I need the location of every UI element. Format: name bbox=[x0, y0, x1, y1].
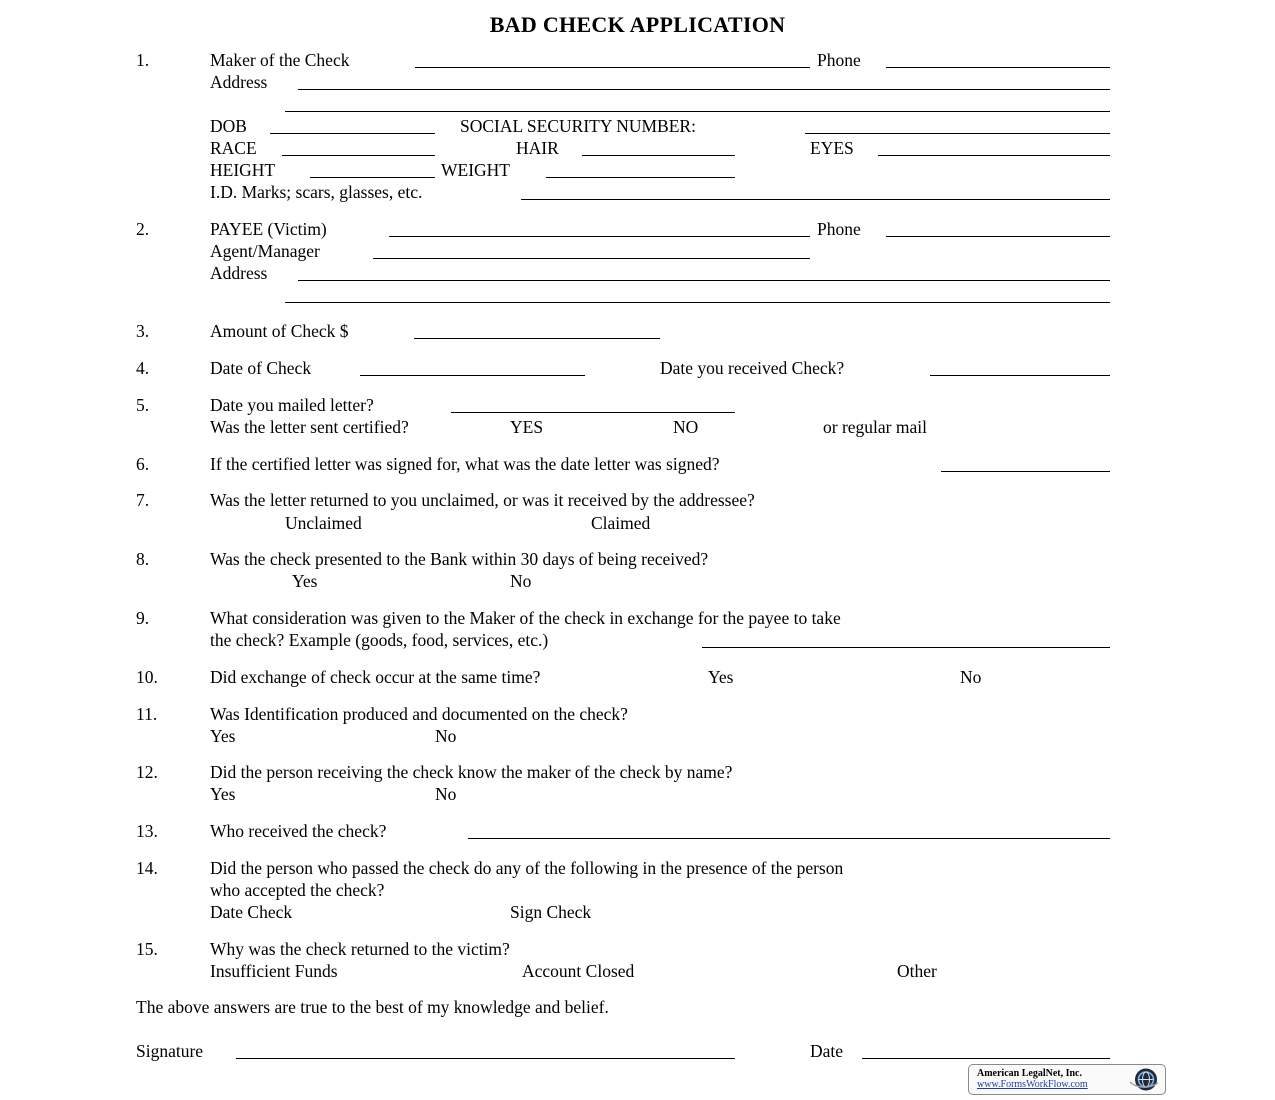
eyes-label: EYES bbox=[810, 138, 854, 158]
dob-field[interactable] bbox=[270, 133, 435, 134]
item-number-8: 8. bbox=[136, 549, 150, 569]
same-time-yes-option[interactable]: Yes bbox=[708, 667, 734, 687]
certified-yes-option[interactable]: YES bbox=[510, 417, 544, 437]
ssn-label: SOCIAL SECURITY NUMBER: bbox=[460, 116, 696, 136]
returned-reason-question: Why was the check returned to the victim? bbox=[210, 939, 510, 959]
height-label: HEIGHT bbox=[210, 160, 276, 180]
page-title: BAD CHECK APPLICATION bbox=[489, 12, 786, 37]
item-number-1: 1. bbox=[136, 50, 150, 70]
item-number-15: 15. bbox=[136, 939, 158, 959]
item-number-11: 11. bbox=[136, 704, 158, 724]
item-number-5: 5. bbox=[136, 395, 150, 415]
date-check-option[interactable]: Date Check bbox=[210, 902, 293, 922]
payee-field[interactable] bbox=[389, 236, 810, 237]
id-marks-label: I.D. Marks; scars, glasses, etc. bbox=[210, 182, 423, 202]
item-number-7: 7. bbox=[136, 490, 150, 510]
item-number-4: 4. bbox=[136, 358, 150, 378]
identification-yes-option[interactable]: Yes bbox=[210, 726, 236, 746]
race-label: RACE bbox=[210, 138, 257, 158]
date-of-check-field[interactable] bbox=[360, 375, 585, 376]
maker-field[interactable] bbox=[415, 67, 810, 68]
identification-no-option[interactable]: No bbox=[435, 726, 457, 746]
signature-label: Signature bbox=[136, 1041, 204, 1061]
know-maker-no-option[interactable]: No bbox=[435, 784, 457, 804]
item-number-14: 14. bbox=[136, 858, 158, 878]
regular-mail-option[interactable]: or regular mail bbox=[823, 417, 927, 437]
hair-label: HAIR bbox=[516, 138, 559, 158]
hair-field[interactable] bbox=[582, 155, 735, 156]
weight-label: WEIGHT bbox=[441, 160, 511, 180]
presence-question-line1: Did the person who passed the check do any of the following in the presence of the person bbox=[210, 858, 844, 878]
unclaimed-option[interactable]: Unclaimed bbox=[285, 513, 362, 533]
know-maker-yes-option[interactable]: Yes bbox=[210, 784, 236, 804]
certified-label: Was the letter sent certified? bbox=[210, 417, 409, 437]
amount-label: Amount of Check $ bbox=[210, 321, 349, 341]
agent-label: Agent/Manager bbox=[210, 241, 320, 261]
dob-label: DOB bbox=[210, 116, 247, 136]
maker-phone-field[interactable] bbox=[886, 67, 1110, 68]
maker-address-label: Address bbox=[210, 72, 268, 92]
american-legalnet-logo bbox=[968, 1064, 1166, 1095]
date-received-label: Date you received Check? bbox=[660, 358, 845, 378]
item-number-3: 3. bbox=[136, 321, 150, 341]
item-number-6: 6. bbox=[136, 454, 150, 474]
payee-phone-field[interactable] bbox=[886, 236, 1110, 237]
item-number-13: 13. bbox=[136, 821, 158, 841]
height-field[interactable] bbox=[310, 177, 435, 178]
who-received-field[interactable] bbox=[468, 838, 1110, 839]
payee-label: PAYEE (Victim) bbox=[210, 219, 327, 239]
logo-company-name: American LegalNet, Inc. bbox=[977, 1068, 1082, 1079]
maker-address-field-2[interactable] bbox=[285, 111, 1110, 112]
presented-no-option[interactable]: No bbox=[510, 571, 532, 591]
id-marks-field[interactable] bbox=[521, 199, 1110, 200]
claimed-option[interactable]: Claimed bbox=[591, 513, 651, 533]
date-of-check-label: Date of Check bbox=[210, 358, 312, 378]
ssn-field[interactable] bbox=[805, 133, 1110, 134]
date-mailed-label: Date you mailed letter? bbox=[210, 395, 374, 415]
date-received-field[interactable] bbox=[930, 375, 1110, 376]
maker-label: Maker of the Check bbox=[210, 50, 350, 70]
insufficient-funds-option[interactable]: Insufficient Funds bbox=[210, 961, 338, 981]
maker-phone-label: Phone bbox=[817, 50, 861, 70]
sign-check-option[interactable]: Sign Check bbox=[510, 902, 592, 922]
eyes-field[interactable] bbox=[878, 155, 1110, 156]
same-time-no-option[interactable]: No bbox=[960, 667, 982, 687]
globe-icon bbox=[1127, 1067, 1161, 1092]
item-number-9: 9. bbox=[136, 608, 150, 628]
amount-field[interactable] bbox=[414, 338, 660, 339]
account-closed-option[interactable]: Account Closed bbox=[522, 961, 635, 981]
presented-to-bank-question: Was the check presented to the Bank within 30 days of being received? bbox=[210, 549, 709, 569]
payee-address-label: Address bbox=[210, 263, 268, 283]
who-received-label: Who received the check? bbox=[210, 821, 387, 841]
agent-field[interactable] bbox=[373, 258, 810, 259]
logo-url-link[interactable]: www.FormsWorkFlow.com bbox=[977, 1079, 1088, 1090]
consideration-question-line1: What consideration was given to the Maker of the check in exchange for the payee to take bbox=[210, 608, 841, 628]
attestation-statement: The above answers are true to the best of my knowledge and belief. bbox=[136, 997, 609, 1017]
item-number-12: 12. bbox=[136, 762, 158, 782]
signature-date-label: Date bbox=[810, 1041, 844, 1061]
same-time-question: Did exchange of check occur at the same time? bbox=[210, 667, 541, 687]
signature-date-field[interactable] bbox=[862, 1058, 1110, 1059]
signature-field[interactable] bbox=[236, 1058, 735, 1059]
weight-field[interactable] bbox=[546, 177, 735, 178]
date-mailed-field[interactable] bbox=[451, 412, 735, 413]
payee-address-field[interactable] bbox=[298, 280, 1110, 281]
other-option[interactable]: Other bbox=[897, 961, 937, 981]
identification-question: Was Identification produced and documented on the check? bbox=[210, 704, 628, 724]
certified-no-option[interactable]: NO bbox=[673, 417, 699, 437]
presented-yes-option[interactable]: Yes bbox=[292, 571, 318, 591]
consideration-field[interactable] bbox=[702, 647, 1110, 648]
date-signed-field[interactable] bbox=[941, 471, 1110, 472]
payee-address-field-2[interactable] bbox=[285, 302, 1110, 303]
consideration-question-line2: the check? Example (goods, food, services, etc.) bbox=[210, 630, 549, 650]
know-maker-question: Did the person receiving the check know the maker of the check by name? bbox=[210, 762, 733, 782]
maker-address-field[interactable] bbox=[298, 89, 1110, 90]
date-signed-label: If the certified letter was signed for, what was the date letter was signed? bbox=[210, 454, 720, 474]
race-field[interactable] bbox=[282, 155, 435, 156]
item-number-10: 10. bbox=[136, 667, 158, 687]
presence-question-line2: who accepted the check? bbox=[210, 880, 385, 900]
payee-phone-label: Phone bbox=[817, 219, 861, 239]
item-number-2: 2. bbox=[136, 219, 150, 239]
letter-returned-question: Was the letter returned to you unclaimed, or was it received by the addressee? bbox=[210, 490, 755, 510]
